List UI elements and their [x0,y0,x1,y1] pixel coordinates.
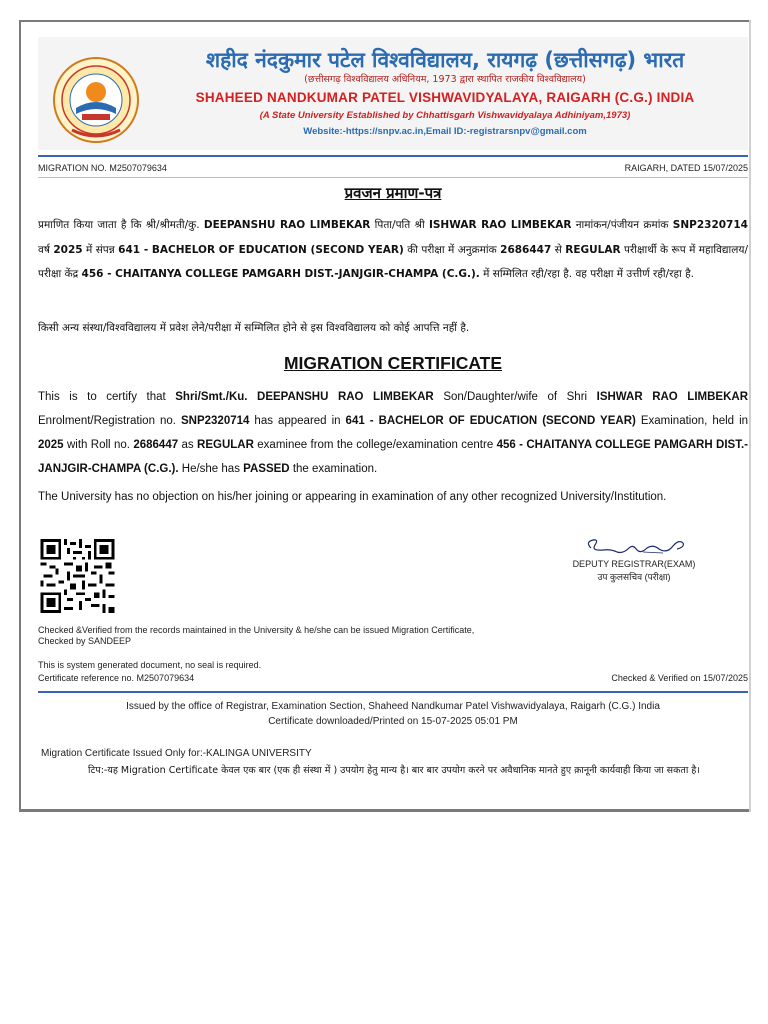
hindi-text: में संपन्न [86,243,115,256]
course-name: 641 - BACHELOR OF EDUCATION (SECOND YEAR) [118,243,404,256]
english-text: examinee from the college/examination centre [257,439,494,451]
student-name: DEEPANSHU RAO LIMBEKAR [257,391,434,403]
english-paragraph [38,385,748,481]
checked-verified-line: Checked &Verified from the records maintained in the University & he/she can be issued Migration Certificate, [38,625,475,635]
exam-year: 2025 [38,439,64,451]
footer-divider [38,691,748,693]
system-generated-note: This is system generated document, no seal is required. [38,660,262,670]
english-text: the examination. [292,463,378,475]
hindi-text: परीक्षार्थी के रूप में महाविद्यालय/परीक्षा केंद्र [38,243,748,280]
hindi-certificate-title: प्रवजन प्रमाण-पत्र [344,184,442,202]
meta-divider [38,177,748,178]
english-no-objection: The University has no objection on his/her joining or appearing in examination of any other recognized University/Institution. [38,491,667,503]
english-text: has appeared in [254,415,341,427]
usage-note-hindi: टिप:-यह Migration Certificate केवल एक बार (एक ही संस्था में ) उपयोग हेतु मान्य है। बार बार उपयोग करने पर अवैधानिक मानते हुए क़ानूनी कार्यवाही किया जा सकता है। [88,765,700,776]
english-certificate-title: MIGRATION CERTIFICATE [283,353,503,373]
father-name: ISHWAR RAO LIMBEKAR [428,219,572,231]
exam-centre: 456 - CHAITANYA COLLEGE PAMGARH DIST.-JANJGIR-CHAMPA (C.G.). [81,268,480,280]
state-university-line: (A State University Established by Chhattisgarh Vishwavidyalaya Adhiniyam,1973) [259,110,631,121]
hindi-text: पिता/पति श्री [374,219,425,231]
checked-by: Checked by SANDEEP [38,636,132,646]
english-text: Examination, held in [640,415,749,427]
student-name: DEEPANSHU RAO LIMBEKAR [203,219,371,231]
verified-on-date: Checked & Verified on 15/07/2025 [611,673,748,683]
enrolment-number: SNP2320714 [672,219,748,231]
migration-number: MIGRATION NO. M2507079634 [38,163,167,173]
hindi-text: से [554,243,562,256]
university-name-hindi: शहीद नंदकुमार पटेल विश्वविद्यालय, रायगढ़ (छत्तीसगढ़) भारत [205,48,685,72]
university-act-hindi: (छत्तीसगढ़ विश्वविद्यालय अधिनियम, 1973 द्वारा स्थापित राजकीय विश्वविद्यालय) [304,74,586,85]
hindi-text: प्रमाणित किया जाता है कि श्री/श्रीमती/कु. [38,219,200,231]
enrolment-number: SNP2320714 [180,415,250,427]
english-text: Son/Daughter/wife of Shri [443,391,588,403]
examinee-type: REGULAR [565,243,621,256]
hindi-text: की परीक्षा में अनुक्रमांक [407,243,497,256]
signature-icon [583,536,687,560]
website-email-line: Website:-https://snpv.ac.in,Email ID:-registrarsnpv@gmail.com [303,126,587,137]
signatory-designation-hindi: उप कुलसचिव (परीक्षा) [597,572,671,582]
course-name: 641 - BACHELOR OF EDUCATION (SECOND YEAR) [345,415,636,427]
exam-centre: 456 - CHAITANYA COLLEGE PAMGARH DIST.-JANJGIR-CHAMPA (C.G.). [38,439,748,475]
hindi-text: वर्ष [38,243,50,256]
exam-year: 2025 [53,243,83,256]
university-name-english: SHAHEED NANDKUMAR PATEL VISHWAVIDYALAYA, RAIGARH (C.G.) INDIA [195,90,695,105]
signatory-designation-english: DEPUTY REGISTRAR(EXAM) [572,559,696,569]
frame-right-edge [749,20,751,812]
hindi-text: नामांकन/पंजीयन क्रमांक [575,219,669,231]
hindi-paragraph [38,213,748,287]
result-status: PASSED [243,463,290,475]
issued-by-line: Issued by the office of Registrar, Examination Section, Shaheed Nandkumar Patel Vishwavidyalaya, Raigarh (C.G.) India [126,701,660,712]
university-seal-icon [52,56,140,144]
issued-for-line: Migration Certificate Issued Only for:-KALINGA UNIVERSITY [41,748,312,759]
salutation: Shri/Smt./Ku. [175,391,248,403]
header-divider [38,155,748,157]
english-text: with Roll no. [66,439,130,451]
roll-number: 2686447 [500,243,552,256]
roll-number: 2686447 [133,439,179,451]
father-name: ISHWAR RAO LIMBEKAR [596,391,748,403]
english-text: Enrolment/Registration no. [38,415,176,427]
place-date: RAIGARH, DATED 15/07/2025 [624,163,748,173]
qr-code-icon [39,539,116,613]
examinee-type: REGULAR [197,439,254,451]
english-text: He/she has [181,463,240,475]
certificate-reference: Certificate reference no. M2507079634 [38,673,195,683]
hindi-no-objection: किसी अन्य संस्था/विश्वविद्यालय में प्रवेश लेने/परीक्षा में सम्मिलित होने से इस विश्वविद्यालय को कोई आपत्ति नहीं है. [38,322,470,334]
hindi-text: में सम्मिलित रही/रहा है. वह परीक्षा में उत्तीर्ण रही/रहा है. [483,268,694,280]
english-text: This is to certify that [38,391,166,403]
english-text: as [181,439,194,451]
printed-on-line: Certificate downloaded/Printed on 15-07-2025 05:01 PM [268,716,518,727]
